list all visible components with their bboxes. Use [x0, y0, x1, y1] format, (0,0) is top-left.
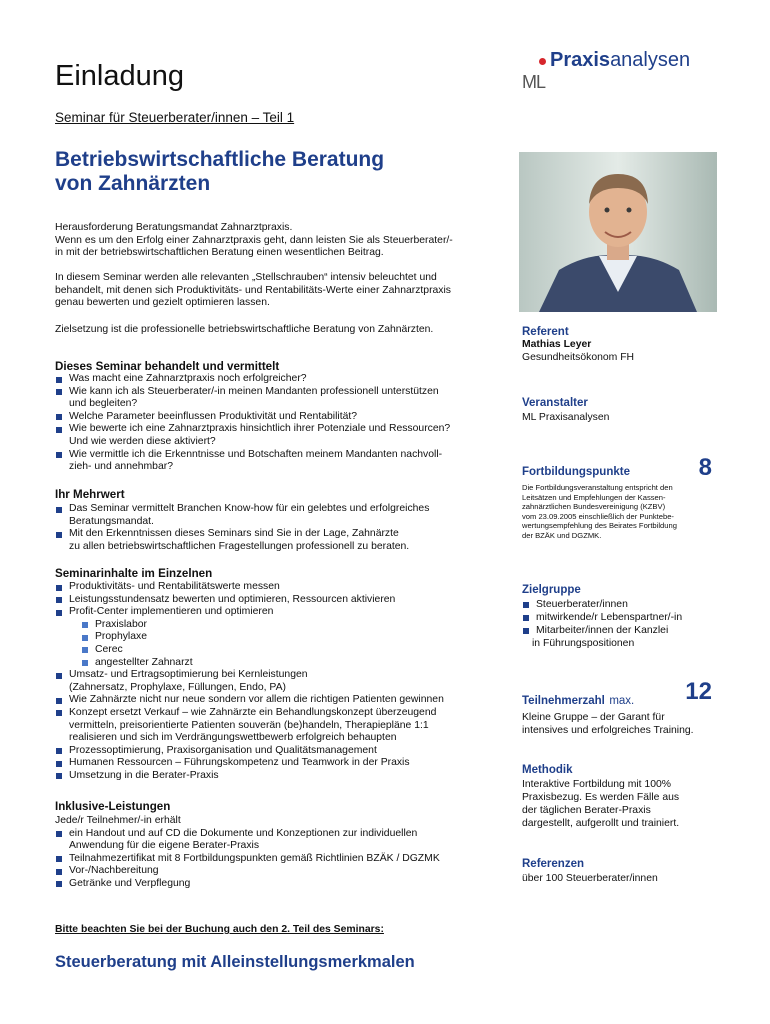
cpd-points-title: Fortbildungspunkte [522, 466, 630, 478]
list-item: Welche Parameter beeinflussen Produktivität und Rentabilität? [55, 411, 505, 424]
referent-title: Referent [522, 326, 569, 338]
part2-title: Steuerberatung mit Alleinstellungsmerkmalen [55, 953, 415, 971]
intro-line: behandelt, mit denen sich Produktivitäts- und Rentabilitäts-Werte einer Zahnarztpraxis [55, 284, 452, 296]
topics-list [55, 373, 505, 474]
list-item: Mitarbeiter/innen der Kanzlei in Führungspositionen [522, 624, 727, 650]
participants-number: 12 [685, 678, 712, 705]
value-list [55, 503, 505, 553]
cpd-points-text: Die Fortbildungsveranstaltung entspricht den Leitsätzen und Empfehlungen der Kassen- zahnärztlichen Bundesvereinigung (KZBV) vom 23.09.2005 einschließlich der Punktebe- wertungsempfehlung des Beirates Fortbildung der BZÄK und DGZMK. [522, 483, 677, 540]
list-item: Wie bewerte ich eine Zahnarztpraxis hinsichtlich ihrer Potenziale und Ressourcen? Und wie werden diese aktiviert? [55, 423, 505, 448]
list-item: Profit-Center implementieren und optimieren Praxislabor Prophylaxe Cerec angestellter Zahnarzt [55, 606, 515, 669]
target-group-title: Zielgruppe [522, 584, 581, 596]
list-item: ein Handout und auf CD die Dokumente und Konzeptionen zur individuellen Anwendung für die eigene Berater-Praxis [55, 828, 515, 853]
cpd-points-block [522, 456, 712, 541]
sub-list-item: Prophylaxe [81, 631, 515, 644]
list-item: Wie kann ich als Steuerberater/-in meinen Mandanten professionell unterstützen und begleiten? [55, 386, 505, 411]
main-title-line-1: Betriebswirtschaftliche Beratung [55, 148, 385, 171]
sub-list-item: Cerec [81, 644, 515, 657]
included-lead: Jede/r Teilnehmer/-in erhält [55, 815, 181, 826]
list-item: Das Seminar vermittelt Branchen Know-how für ein gelebtes und erfolgreiches Beratungsmandat. [55, 503, 505, 528]
list-item: Konzept ersetzt Verkauf – wie Zahnärzte ein Behandlungskonzept überzeugend vermitteln, preisorientierte Patienten souverän (be)handeln, Therapiepläne 1:1 realisieren und sich im Verdrängungswettbewerb erfolgreich behaupten [55, 707, 515, 745]
organizer-block [522, 397, 609, 424]
participants-text: Kleine Gruppe – der Garant für intensives und erfolgreiches Training. [522, 712, 694, 736]
intro-line: Herausforderung Beratungsmandat Zahnarztpraxis. [55, 222, 293, 233]
intro-line: In diesem Seminar werden alle relevanten „Stellschrauben“ intensiv beleuchtet und [55, 272, 437, 283]
participants-block [522, 678, 712, 737]
logo-dot-icon [539, 58, 546, 65]
logo [522, 48, 722, 96]
list-item: Wie Zahnärzte nicht nur neue sondern vor allem die richtigen Patienten gewinnen [55, 694, 515, 707]
intro-line: Wenn es um den Erfolg einer Zahnarztpraxis geht, dann leisten Sie als Steuerberater/- [55, 234, 453, 246]
references-text: über 100 Steuerberater/innen [522, 873, 658, 884]
intro-line: genau bewerten und gezielt optimieren lassen. [55, 297, 270, 309]
list-item: Umsetzung in die Berater-Praxis [55, 770, 515, 783]
seminar-subtitle: Seminar für Steuerberater/innen – Teil 1 [55, 110, 295, 125]
section-title: Ihr Mehrwert [55, 488, 125, 501]
profit-center-sublist [81, 619, 515, 669]
section-title: Dieses Seminar behandelt und vermittelt [55, 360, 280, 373]
list-item: Steuerberater/innen [522, 598, 727, 611]
intro-paragraph-1 [55, 222, 453, 260]
list-item: Leistungsstundensatz bewerten und optimieren, Ressourcen aktivieren [55, 594, 515, 607]
main-title [55, 148, 384, 196]
list-item: Mit den Erkenntnissen dieses Seminars sind Sie in der Lage, Zahnärzte zu allen betriebswirtschaftlichen Fragestellungen professionell zu beraten. [55, 528, 505, 553]
participants-max: max. [609, 695, 635, 707]
sub-list-item: Praxislabor [81, 619, 515, 632]
references-block [522, 858, 727, 885]
cpd-points-number: 8 [698, 454, 712, 481]
list-item: Umsatz- und Ertragsoptimierung bei Kernleistungen (Zahnersatz, Prophylaxe, Füllungen, Endo, PA) [55, 669, 515, 694]
contents-list [55, 581, 515, 783]
references-title: Referenzen [522, 858, 584, 870]
list-item: Humanen Ressourcen – Führungskompetenz und Teamwork in der Praxis [55, 757, 515, 770]
referent-photo [519, 152, 717, 312]
section-title: Seminarinhalte im Einzelnen [55, 567, 213, 580]
logo-wordmark [550, 49, 690, 72]
section-topics [55, 360, 505, 474]
organizer-name: ML Praxisanalysen [522, 412, 610, 423]
list-item: mitwirkende/r Lebenspartner/-in [522, 611, 727, 624]
participants-heading [522, 691, 634, 709]
included-list [55, 828, 515, 891]
section-included [55, 800, 515, 891]
list-item: Was macht eine Zahnarztpraxis noch erfolgreicher? [55, 373, 505, 386]
referent-name: Mathias Leyer [522, 339, 592, 350]
organizer-title: Veranstalter [522, 397, 588, 409]
list-item: Wie vermittle ich die Erkenntnisse und Botschaften meinem Mandanten nachvoll- zieh- und annehmbar? [55, 449, 505, 474]
referent-block [522, 326, 727, 364]
list-item: Getränke und Verpflegung [55, 878, 515, 891]
section-title: Inklusive-Leistungen [55, 800, 171, 813]
referent-role: Gesundheitsökonom FH [522, 352, 635, 363]
logo-bold: Praxis [550, 49, 611, 71]
list-item: Produktivitäts- und Rentabilitätswerte messen [55, 581, 515, 594]
method-title: Methodik [522, 764, 573, 776]
section-contents [55, 567, 515, 783]
list-item: Teilnahmezertifikat mit 8 Fortbildungspunkten gemäß Richtlinien BZÄK / DGZMK [55, 853, 515, 866]
logo-mark: ML [522, 72, 546, 92]
logo-light: analysen [610, 49, 691, 71]
main-title-line-2: von Zahnärzten [55, 172, 211, 195]
target-group-block [522, 584, 727, 650]
intro-paragraph-3: Zielsetzung ist die professionelle betriebswirtschaftliche Beratung von Zahnärzten. [55, 324, 434, 335]
target-group-list [522, 598, 727, 650]
method-block [522, 764, 727, 830]
method-text: Interaktive Fortbildung mit 100% Praxisbezug. Es werden Fälle aus der täglichen Berater-Praxis dargestellt, aufgerollt und trainiert. [522, 779, 680, 829]
section-value [55, 488, 505, 553]
sub-list-item: angestellter Zahnarzt [81, 657, 515, 670]
list-item: Vor-/Nachbereitung [55, 865, 515, 878]
intro-line: in mit der betriebswirtschaftlichen Beratung einen wesentlichen Beitrag. [55, 247, 384, 259]
participants-title: Teilnehmerzahl [522, 695, 605, 707]
intro-paragraph-2 [55, 272, 451, 310]
list-item: Prozessoptimierung, Praxisorganisation und Qualitätsmanagement [55, 745, 515, 758]
page-title: Einladung [55, 60, 184, 92]
sidebar [522, 326, 727, 884]
booking-note: Bitte beachten Sie bei der Buchung auch den 2. Teil des Seminars: [55, 924, 384, 935]
